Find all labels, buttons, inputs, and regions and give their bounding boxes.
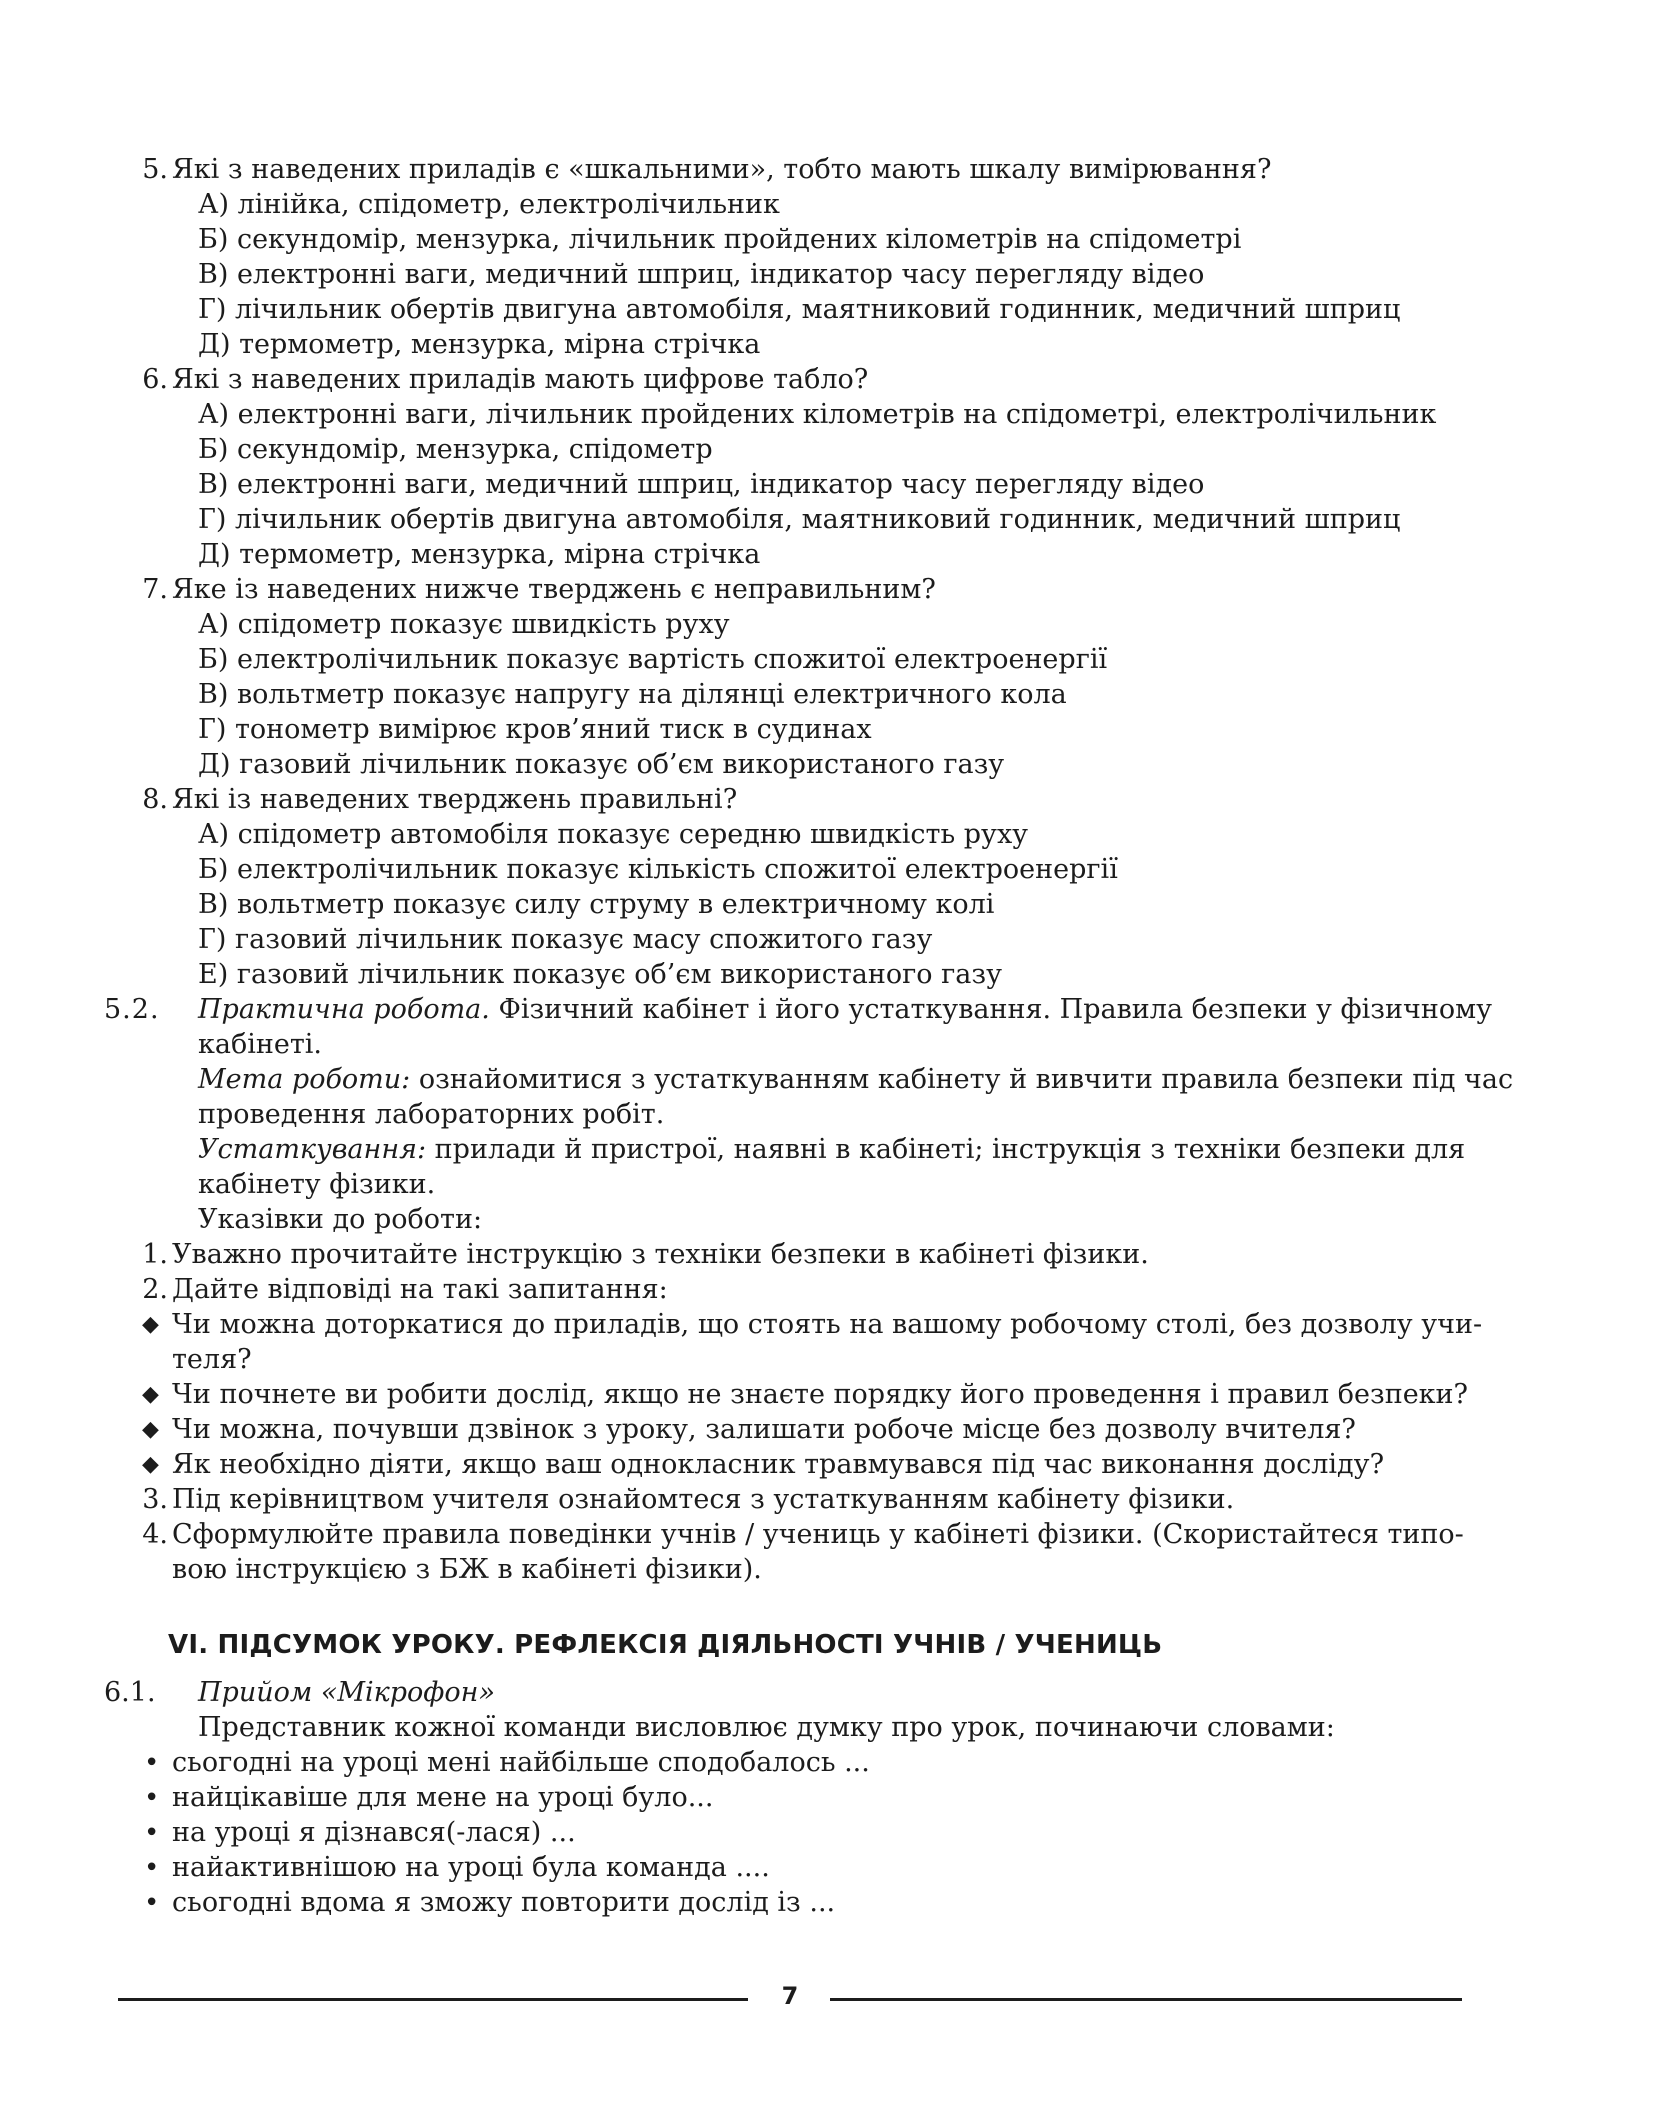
technique-intro: Представник кожної команди висловлює думку про урок, починаючи словами: — [198, 1712, 1335, 1743]
answer-option: В) електронні ваги, медичний шприц, індикатор часу перегляду відео — [198, 259, 1205, 290]
answer-option: Б) секундомір, мензурка, спідометр — [198, 434, 713, 465]
answer-option: В) вольтметр показує силу струму в електричному колі — [198, 889, 995, 920]
answer-option: Д) термометр, мензурка, мірна стрічка — [198, 329, 761, 360]
goal-line — [198, 1063, 1513, 1097]
section-number: 6.1. — [104, 1677, 156, 1708]
question-number: 7. — [142, 574, 168, 605]
question-number: 8. — [142, 784, 168, 815]
equipment-text-cont: кабінету фізики. — [198, 1169, 436, 1200]
technique-title: Прийом «Мікрофон» — [198, 1677, 495, 1708]
equipment-line — [198, 1133, 1465, 1167]
practical-title-cont: кабінеті. — [198, 1029, 322, 1060]
goal-text: ознайомитися з устаткуванням кабінету й вивчити правила безпеки під час — [418, 1064, 1514, 1095]
safety-question: Чи можна доторкатися до приладів, що стоять на вашому робочому столі, без дозволу учи- — [172, 1309, 1483, 1340]
list-item: найактивнішою на уроці була команда .... — [172, 1852, 770, 1883]
answer-option: Б) електролічильник показує кількість спожитої електроенергії — [198, 854, 1118, 885]
answer-option: Д) газовий лічильник показує об’єм використаного газу — [198, 749, 1005, 780]
answer-option: В) вольтметр показує напругу на ділянці електричного кола — [198, 679, 1067, 710]
list-item: найцікавіше для мене на уроці було... — [172, 1782, 714, 1813]
answer-option: Б) секундомір, мензурка, лічильник пройдених кілометрів на спідометрі — [198, 224, 1242, 255]
bullet-icon: • — [144, 1783, 160, 1813]
footer-rule-left — [118, 1998, 748, 2001]
section-number: 5.2. — [104, 994, 160, 1025]
answer-option: А) лінійка, спідометр, електролічильник — [198, 189, 780, 220]
page-number: 7 — [781, 1982, 799, 2010]
question-text: Які з наведених приладів є «шкальними», тобто мають шкалу вимірювання? — [172, 154, 1272, 185]
answer-option: А) спідометр автомобіля показує середню швидкість руху — [198, 819, 1029, 850]
question-number: 5. — [142, 154, 168, 185]
equipment-label: Устаткування: — [198, 1134, 427, 1165]
answer-option: Г) лічильник обертів двигуна автомобіля, маятниковий годинник, медичний шприц — [198, 294, 1401, 325]
step-number: 3. — [142, 1484, 168, 1515]
answer-option: Г) лічильник обертів двигуна автомобіля, маятниковий годинник, медичний шприц — [198, 504, 1401, 535]
diamond-bullet-icon: ◆ — [142, 1312, 159, 1337]
bullet-icon: • — [144, 1853, 160, 1883]
answer-option: Д) термометр, мензурка, мірна стрічка — [198, 539, 761, 570]
list-item: сьогодні на уроці мені найбільше сподобалось ... — [172, 1747, 870, 1778]
safety-question-cont: теля? — [172, 1344, 252, 1375]
question-text: Які із наведених тверджень правильні? — [172, 784, 738, 815]
list-item: на уроці я дізнався(-лася) ... — [172, 1817, 576, 1848]
practical-title-text: Фізичний кабінет і його устаткування. Правила безпеки у фізичному — [498, 994, 1492, 1025]
safety-question: Чи можна, почувши дзвінок з уроку, залишати робоче місце без дозволу вчителя? — [172, 1414, 1356, 1445]
equipment-text: прилади й пристрої, наявні в кабінеті; інструкція з техніки безпеки для — [434, 1134, 1466, 1165]
bullet-icon: • — [144, 1748, 160, 1778]
practical-label: Практична робота. — [198, 994, 490, 1025]
step-text: Під керівництвом учителя ознайомтеся з устаткуванням кабінету фізики. — [172, 1484, 1235, 1515]
answer-option: В) електронні ваги, медичний шприц, індикатор часу перегляду відео — [198, 469, 1205, 500]
practical-title — [198, 993, 1492, 1027]
question-text: Які з наведених приладів мають цифрове табло? — [172, 364, 869, 395]
step-number: 4. — [142, 1519, 168, 1550]
diamond-bullet-icon: ◆ — [142, 1382, 159, 1407]
step-text: Сформулюйте правила поведінки учнів / учениць у кабінеті фізики. (Скористайтеся типо- — [172, 1519, 1464, 1550]
answer-option: А) спідометр показує швидкість руху — [198, 609, 730, 640]
diamond-bullet-icon: ◆ — [142, 1417, 159, 1442]
question-text: Яке із наведених нижче тверджень є неправильним? — [172, 574, 936, 605]
footer-rule-right — [830, 1998, 1462, 2001]
answer-option: Г) газовий лічильник показує масу спожитого газу — [198, 924, 933, 955]
answer-option: Е) газовий лічильник показує об’єм використаного газу — [198, 959, 1002, 990]
safety-question: Чи почнете ви робити дослід, якщо не знаєте порядку його проведення і правил безпеки? — [172, 1379, 1469, 1410]
step-number: 1. — [142, 1239, 168, 1270]
answer-option: Б) електролічильник показує вартість спожитої електроенергії — [198, 644, 1108, 675]
list-item: сьогодні вдома я зможу повторити дослід із ... — [172, 1887, 836, 1918]
instructions-heading: Указівки до роботи: — [198, 1204, 483, 1235]
diamond-bullet-icon: ◆ — [142, 1452, 159, 1477]
goal-text-cont: проведення лабораторних робіт. — [198, 1099, 665, 1130]
answer-option: Г) тонометр вимірює кров’яний тиск в судинах — [198, 714, 872, 745]
question-number: 6. — [142, 364, 168, 395]
step-text-cont: вою інструкцією з БЖ в кабінеті фізики). — [172, 1554, 762, 1585]
bullet-icon: • — [144, 1818, 160, 1848]
step-text: Уважно прочитайте інструкцію з техніки безпеки в кабінеті фізики. — [172, 1239, 1149, 1270]
safety-question: Як необхідно діяти, якщо ваш однокласник травмувався під час виконання досліду? — [172, 1449, 1385, 1480]
step-text: Дайте відповіді на такі запитання: — [172, 1274, 668, 1305]
answer-option: А) електронні ваги, лічильник пройдених кілометрів на спідометрі, електролічильник — [198, 399, 1437, 430]
step-number: 2. — [142, 1274, 168, 1305]
bullet-icon: • — [144, 1888, 160, 1918]
goal-label: Мета роботи: — [198, 1064, 411, 1095]
section-heading: VI. ПІДСУМОК УРОКУ. РЕФЛЕКСІЯ ДІЯЛЬНОСТІ УЧНІВ / УЧЕНИЦЬ — [168, 1630, 1163, 1660]
